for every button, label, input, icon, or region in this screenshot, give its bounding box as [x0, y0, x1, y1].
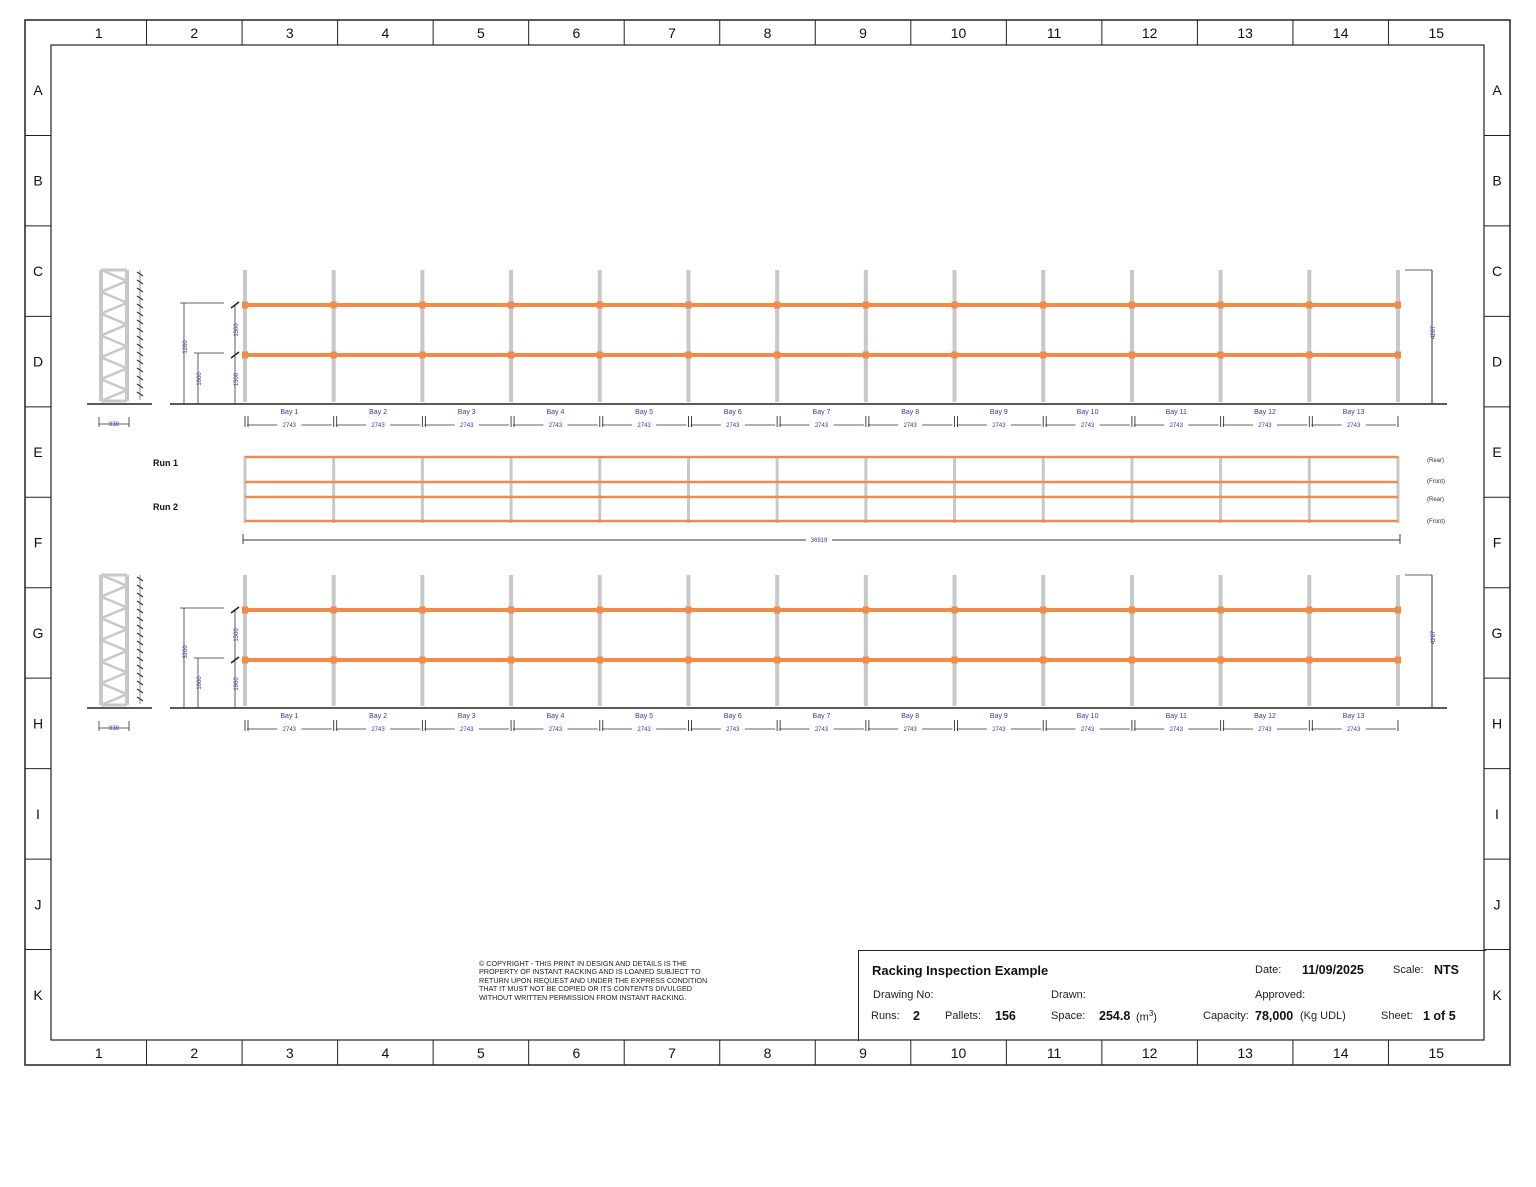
elevation-view	[87, 575, 1447, 733]
beam-connector	[1306, 607, 1312, 614]
side-dim-value: 1600	[197, 372, 203, 386]
beam-connector	[863, 607, 869, 614]
drawn-label: Drawn:	[1051, 989, 1086, 1001]
bay-width-value: 2743	[992, 423, 1006, 429]
beam-connector	[597, 657, 603, 664]
bay-label: Bay 1	[280, 713, 299, 720]
row-label-left: H	[32, 715, 44, 732]
bay-label: Bay 13	[1342, 409, 1365, 416]
row-label-left: B	[33, 172, 43, 189]
bay-label: Bay 2	[369, 713, 387, 720]
column-label-bottom: 14	[1332, 1045, 1349, 1061]
bay-label: Bay 4	[546, 409, 565, 416]
beam-connector	[1129, 302, 1135, 309]
beam-connector	[952, 607, 958, 614]
overall-height-value: 4267	[1431, 630, 1437, 645]
left-height-dims	[170, 302, 245, 404]
beam-connector	[1040, 607, 1046, 614]
beam-connector	[1040, 352, 1046, 359]
sheet-label: Sheet:	[1381, 1010, 1413, 1022]
bay-label: Bay 6	[723, 713, 742, 720]
capacity-unit: (Kg UDL)	[1300, 1010, 1346, 1022]
frame-brace	[101, 303, 127, 314]
row-label-left: G	[32, 624, 44, 641]
outer-border	[25, 20, 1510, 1065]
bay-width-value: 2743	[814, 423, 829, 429]
bay-label: Bay 5	[635, 409, 654, 416]
bay-label: Bay 11	[1165, 409, 1187, 416]
row-label-left: A	[33, 82, 43, 99]
bay-label: Bay 4	[546, 713, 565, 720]
row-label-right: J	[1493, 896, 1501, 913]
beam-connector	[774, 657, 780, 664]
beam-connector	[1218, 657, 1224, 664]
bay-width-value: 2743	[1346, 423, 1361, 429]
column-label-top: 15	[1428, 25, 1445, 41]
approved-label: Approved:	[1255, 989, 1306, 1001]
racking-drawing	[87, 270, 1447, 733]
frame-brace	[101, 281, 127, 292]
pallets-value: 156	[995, 1009, 1016, 1023]
frame-brace	[101, 292, 127, 303]
bay-label: Bay 10	[1076, 713, 1099, 720]
bay-width-value: 2743	[637, 423, 651, 429]
copyright-notice: © COPYRIGHT - THIS PRINT IN DESIGN AND DETAILS IS THE PROPERTY OF INSTANT RACKING AND IS LOANED SUBJECT TO RETURN UPON REQUEST AND UNDER THE EXPRESS CONDITION THAT IT MUST NOT BE COPIED OR ITS CONTENTS DIVULGED WITHOUT WRITTEN PERMISSION FROM INSTANT RACKING.	[479, 959, 708, 1002]
run-label: Run 2	[153, 502, 179, 512]
beam-connector	[685, 657, 691, 664]
beam-connector	[508, 302, 514, 309]
frame-brace	[101, 694, 127, 705]
bay-width-value: 2743	[903, 727, 917, 733]
beam-connector	[419, 302, 425, 309]
run-side-label: (Front)	[1427, 519, 1445, 525]
side-dim-value: 3200	[183, 645, 189, 659]
column-label-top: 4	[381, 25, 390, 41]
row-label-right: H	[1491, 715, 1503, 732]
beam-connector	[863, 302, 869, 309]
beam-connector	[774, 302, 780, 309]
beam-connector	[685, 352, 691, 359]
bay-width-value: 2743	[637, 727, 651, 733]
column-label-bottom: 8	[763, 1045, 772, 1061]
row-label-right: D	[1491, 353, 1503, 370]
bay-label: Bay 8	[901, 409, 920, 416]
frame-brace	[101, 608, 127, 619]
space-unit-sup: 3	[1148, 1009, 1154, 1018]
column-label-bottom: 6	[572, 1045, 581, 1061]
beam-connector	[419, 657, 425, 664]
column-label-bottom: 13	[1237, 1045, 1253, 1061]
column-label-bottom: 12	[1141, 1045, 1158, 1061]
bay-width-value: 2743	[726, 423, 740, 429]
bay-label: Bay 1	[280, 409, 299, 416]
frame-brace	[101, 270, 127, 281]
plan-view	[153, 456, 1445, 544]
bay-width-value: 2743	[1258, 727, 1272, 733]
bay-label: Bay 6	[723, 409, 742, 416]
bay-label: Bay 5	[635, 713, 654, 720]
frame-brace	[101, 651, 127, 662]
row-label-right: F	[1492, 534, 1502, 551]
bay-label: Bay 3	[457, 713, 476, 720]
capacity-label: Capacity:	[1203, 1010, 1249, 1022]
overall-length-value: 36919	[810, 538, 828, 544]
beam-connector	[1395, 302, 1401, 309]
bay-width-value: 2743	[1258, 423, 1272, 429]
bay-width-value: 2743	[992, 727, 1006, 733]
date-label: Date:	[1255, 964, 1282, 976]
runs-value: 2	[913, 1009, 920, 1023]
column-label-top: 1	[94, 25, 103, 41]
bay-width-value: 2743	[1346, 727, 1361, 733]
bay-label: Bay 10	[1076, 409, 1099, 416]
bay-width-value: 2743	[548, 727, 563, 733]
bay-width-value: 2743	[1169, 727, 1183, 733]
beam-connector	[331, 352, 337, 359]
bay-width-value: 2743	[1169, 423, 1183, 429]
column-label-top: 10	[950, 25, 967, 41]
beam-connector	[685, 607, 691, 614]
beam-connector	[952, 657, 958, 664]
space-unit	[1136, 1009, 1157, 1024]
bay-label: Bay 13	[1342, 713, 1365, 720]
overall-height-value: 4267	[1431, 325, 1437, 340]
column-label-top: 14	[1332, 25, 1349, 41]
bay-label: Bay 11	[1165, 713, 1187, 720]
beam-connector	[419, 607, 425, 614]
frame-brace	[101, 390, 127, 401]
beam-connector	[508, 352, 514, 359]
column-label-top: 6	[572, 25, 581, 41]
bay-label: Bay 3	[457, 409, 476, 416]
frame-brace	[101, 683, 127, 694]
bay-label: Bay 2	[369, 409, 387, 416]
column-label-bottom: 2	[190, 1045, 199, 1061]
beam-connector	[952, 352, 958, 359]
frame-brace	[101, 346, 127, 357]
column-label-top: 2	[190, 25, 199, 41]
beam-connector	[1306, 302, 1312, 309]
column-label-bottom: 15	[1428, 1045, 1445, 1061]
frame-brace	[101, 336, 127, 347]
date-value: 11/09/2025	[1302, 963, 1364, 977]
capacity-value: 78,000	[1255, 1009, 1294, 1023]
grid-reference-labels	[25, 20, 1510, 1065]
space-value: 254.8	[1099, 1009, 1131, 1023]
beam-connector	[774, 607, 780, 614]
beam-connector	[1218, 607, 1224, 614]
row-label-left: K	[33, 986, 43, 1003]
row-label-left: F	[33, 534, 43, 551]
row-label-right: A	[1492, 82, 1502, 99]
run-side-label: (Rear)	[1427, 497, 1445, 503]
beam-connector	[331, 657, 337, 664]
inner-border	[51, 45, 1484, 1040]
column-label-top: 8	[763, 25, 772, 41]
run-side-label: (Rear)	[1427, 458, 1445, 464]
frame-brace	[101, 586, 127, 597]
bay-width-value: 2743	[814, 727, 829, 733]
drawing-no-label: Drawing No:	[873, 989, 934, 1001]
frame-brace	[101, 673, 127, 684]
side-frame-view	[87, 575, 152, 732]
column-label-top: 3	[285, 25, 294, 41]
column-label-bottom: 3	[285, 1045, 294, 1061]
frame-brace	[101, 314, 127, 325]
beam-connector	[242, 352, 248, 359]
beam-connector	[1395, 657, 1401, 664]
frame-brace	[101, 325, 127, 336]
pallets-label: Pallets:	[945, 1010, 982, 1022]
bay-width-value: 2743	[371, 727, 385, 733]
beam-connector	[597, 302, 603, 309]
elevation-view	[87, 270, 1447, 429]
beam-connector	[1129, 657, 1135, 664]
beam-connector	[597, 352, 603, 359]
frame-brace	[101, 357, 127, 368]
row-label-right: C	[1491, 263, 1503, 280]
bay-width-value: 2743	[548, 423, 563, 429]
beam-connector	[1306, 657, 1312, 664]
column-label-top: 9	[859, 25, 867, 41]
left-height-dims	[170, 607, 245, 708]
beam-connector	[1218, 302, 1224, 309]
column-label-bottom: 5	[477, 1045, 485, 1061]
row-label-left: I	[36, 805, 40, 822]
beam-connector	[242, 657, 248, 664]
beam-connector	[1395, 607, 1401, 614]
run-label: Run 1	[153, 458, 179, 468]
beam-connector	[952, 302, 958, 309]
column-label-bottom: 9	[859, 1045, 867, 1061]
beam-connector	[774, 352, 780, 359]
side-frame-view	[87, 270, 152, 428]
side-dim-value: 1600	[197, 676, 203, 690]
row-label-right: K	[1492, 986, 1502, 1003]
beam-connector	[242, 302, 248, 309]
scale-label: Scale:	[1393, 964, 1424, 976]
title-block	[858, 950, 1486, 1041]
frame-depth-value: 838	[108, 422, 120, 428]
beam-connector	[1040, 657, 1046, 664]
column-label-top: 13	[1237, 25, 1253, 41]
bay-width-value: 2743	[460, 423, 474, 429]
frame-brace	[101, 368, 127, 379]
beam-connector	[331, 302, 337, 309]
beam-level-height: 1900	[234, 677, 240, 691]
beam-level-height: 1500	[234, 323, 240, 337]
column-label-bottom: 4	[381, 1045, 390, 1061]
scale-value: NTS	[1434, 963, 1459, 977]
bay-width-value: 2743	[1080, 423, 1095, 429]
beam-connector	[1306, 352, 1312, 359]
bay-label: Bay 7	[812, 713, 831, 720]
bay-width-value: 2743	[903, 423, 917, 429]
runs-label: Runs:	[871, 1010, 900, 1022]
frame-brace	[101, 618, 127, 629]
bay-width-value: 2743	[371, 423, 385, 429]
beam-level-height: 1500	[234, 372, 240, 387]
bay-label: Bay 7	[812, 409, 831, 416]
row-label-left: C	[32, 263, 44, 280]
beam-connector	[419, 352, 425, 359]
frame-brace	[101, 379, 127, 390]
row-label-left: E	[33, 444, 43, 461]
bay-label: Bay 8	[901, 713, 920, 720]
beam-connector	[1129, 607, 1135, 614]
beam-connector	[1129, 352, 1135, 359]
space-unit-close: )	[1153, 1011, 1157, 1024]
beam-level-height: 1500	[234, 628, 240, 642]
row-label-right: B	[1492, 172, 1502, 189]
bay-width-value: 2743	[282, 727, 297, 733]
frame-brace	[101, 629, 127, 640]
frame-depth-value: 838	[108, 726, 120, 732]
bay-label: Bay 12	[1254, 713, 1276, 720]
column-label-top: 7	[668, 25, 676, 41]
bay-width-value: 2743	[726, 727, 740, 733]
bay-width-value: 2743	[1080, 727, 1095, 733]
frame-brace	[101, 640, 127, 651]
beam-connector	[863, 352, 869, 359]
bay-width-value: 2743	[460, 727, 474, 733]
drawing-title: Racking Inspection Example	[872, 963, 1049, 978]
bay-label: Bay 12	[1254, 409, 1276, 416]
column-label-bottom: 11	[1046, 1045, 1062, 1061]
beam-connector	[1040, 302, 1046, 309]
sheet-value: 1 of 5	[1423, 1009, 1456, 1023]
space-label: Space:	[1051, 1010, 1086, 1022]
row-label-left: J	[34, 896, 42, 913]
column-label-top: 11	[1046, 25, 1062, 41]
bay-label: Bay 9	[989, 409, 1008, 416]
column-label-top: 5	[477, 25, 485, 41]
column-label-top: 12	[1141, 25, 1158, 41]
beam-connector	[1218, 352, 1224, 359]
column-label-bottom: 1	[94, 1045, 103, 1061]
run-side-label: (Front)	[1427, 479, 1445, 485]
frame-brace	[101, 597, 127, 608]
beam-connector	[242, 607, 248, 614]
row-label-right: E	[1492, 444, 1502, 461]
beam-connector	[508, 657, 514, 664]
frame-brace	[101, 575, 127, 586]
column-label-bottom: 7	[668, 1045, 676, 1061]
row-label-right: I	[1495, 805, 1499, 822]
space-unit-open: (m	[1136, 1011, 1149, 1024]
beam-connector	[597, 607, 603, 614]
row-label-left: D	[32, 353, 44, 370]
bay-width-value: 2743	[282, 423, 297, 429]
side-dim-value: 1200	[183, 340, 189, 354]
row-label-right: G	[1491, 624, 1503, 641]
beam-connector	[1395, 352, 1401, 359]
beam-connector	[508, 607, 514, 614]
beam-connector	[331, 607, 337, 614]
bay-label: Bay 9	[989, 713, 1008, 720]
frame-brace	[101, 662, 127, 673]
beam-connector	[863, 657, 869, 664]
beam-connector	[685, 302, 691, 309]
column-label-bottom: 10	[950, 1045, 967, 1061]
